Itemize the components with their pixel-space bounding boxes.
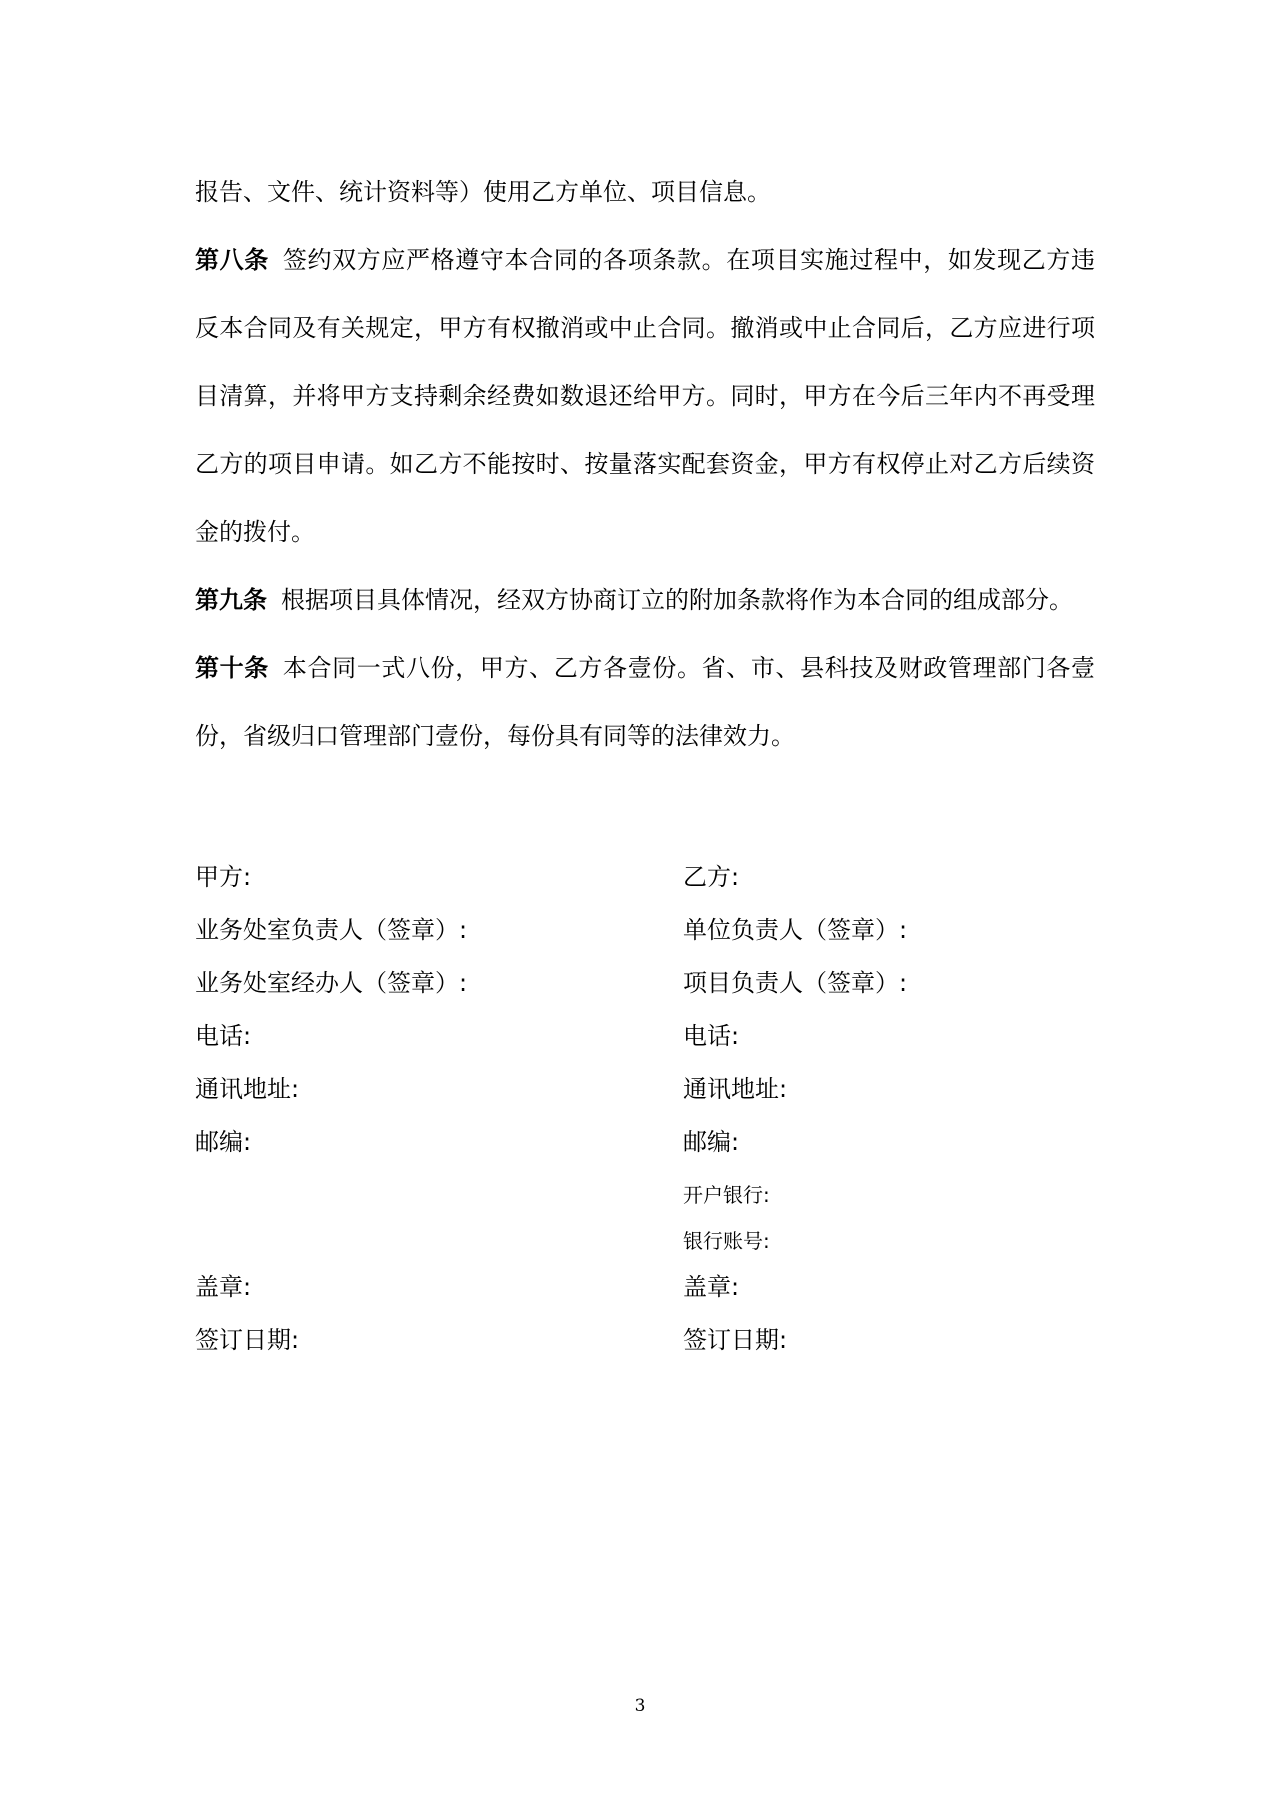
party-b-date: 签订日期: [683, 1326, 788, 1354]
party-a-title: 甲方: [195, 863, 252, 891]
party-b-bank: 开户银行: [683, 1183, 770, 1207]
article-label: 第八条 [195, 246, 269, 274]
article-label: 第九条 [195, 586, 267, 614]
party-b-account: 银行账号: [683, 1229, 770, 1253]
article-10 [195, 634, 1095, 770]
article-9 [195, 566, 1095, 634]
paragraph-continuation [195, 158, 1095, 226]
paragraph-text: 报告、文件、统计资料等）使用乙方单位、项目信息。 [195, 178, 771, 206]
article-text: 签约双方应严格遵守本合同的各项条款。在项目实施过程中，如发现乙方违反本合同及有关规定，甲方有权撤消或中止合同。撤消或中止合同后，乙方应进行项目清算，并将甲方支持剩余经费如数退还给甲方。同时，甲方在今后三年内不再受理乙方的项目申请。如乙方不能按时、按量落实配套资金，甲方有权停止对乙方后续资金的拨付。 [195, 246, 1096, 546]
party-b-phone: 电话: [683, 1022, 740, 1050]
party-b-postcode: 邮编: [683, 1128, 740, 1156]
article-8 [195, 226, 1095, 566]
party-a-phone: 电话: [195, 1022, 252, 1050]
article-label: 第十条 [195, 654, 269, 682]
party-b-address: 通讯地址: [683, 1075, 788, 1103]
party-b-title: 乙方: [683, 863, 740, 891]
article-text: 根据项目具体情况，经双方协商订立的附加条款将作为本合同的组成部分。 [281, 586, 1073, 614]
party-b-seal: 盖章: [683, 1273, 740, 1301]
party-b-unit-head: 单位负责人（签章）: [683, 916, 908, 944]
party-a-dept-handler: 业务处室经办人（签章）: [195, 969, 468, 997]
article-text: 本合同一式八份，甲方、乙方各壹份。省、市、县科技及财政管理部门各壹份，省级归口管理部门壹份，每份具有同等的法律效力。 [195, 654, 1096, 750]
page-number: 3 [634, 1696, 646, 1716]
party-a-seal: 盖章: [195, 1273, 252, 1301]
party-a-postcode: 邮编: [195, 1128, 252, 1156]
party-a-date: 签订日期: [195, 1326, 300, 1354]
party-a-dept-head: 业务处室负责人（签章）: [195, 916, 468, 944]
party-a-address: 通讯地址: [195, 1075, 300, 1103]
contract-body [195, 158, 1095, 770]
party-b-project-head: 项目负责人（签章）: [683, 969, 908, 997]
